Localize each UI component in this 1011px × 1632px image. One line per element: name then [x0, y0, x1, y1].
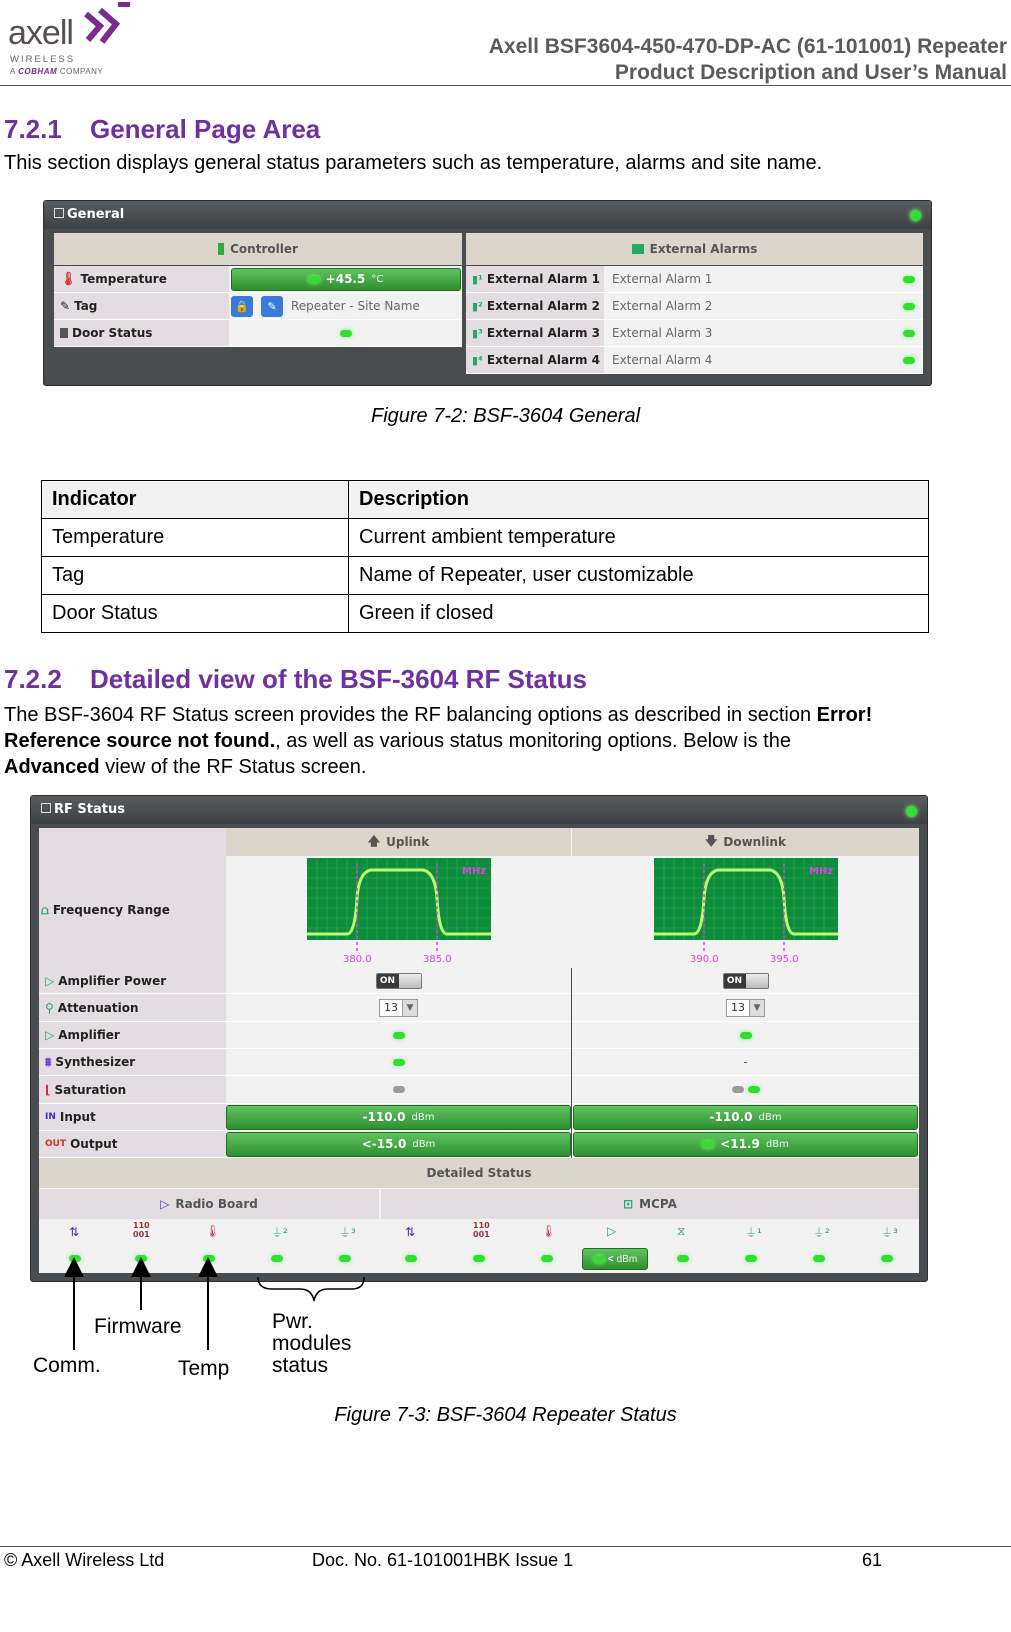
vswr-icon: ⧖	[677, 1224, 686, 1238]
external-alarm-2-value: External Alarm 2	[604, 293, 923, 320]
synthesizer-icon: ⩩	[45, 1054, 52, 1069]
frequency-range-label: ⩍ Frequency Range	[41, 902, 170, 917]
saturation-label: ⌊ Saturation	[39, 1076, 226, 1104]
logo-chevrons-icon	[82, 2, 138, 48]
alarm-3-led	[903, 330, 915, 337]
dl-amplifier-cell	[572, 1022, 919, 1049]
external-alarm-4-value: External Alarm 4	[604, 347, 923, 374]
ul-amplifier-cell	[226, 1022, 571, 1049]
dl-output-bar: <11.9 dBm	[573, 1132, 918, 1157]
mcpa-pwr-2-led	[813, 1255, 825, 1262]
ul-input-bar: -110.0 dBm	[226, 1105, 571, 1130]
dl-amp-power-toggle[interactable]: ON	[723, 973, 769, 989]
table-row	[42, 595, 929, 633]
table-header: Indicator	[42, 481, 349, 519]
input-icon: IN	[45, 1112, 56, 1122]
general-panel-header: General	[44, 201, 931, 229]
dl-output-led	[702, 1141, 714, 1148]
filter-icon: ⩍	[41, 902, 49, 917]
tag-value-cell	[229, 293, 462, 320]
general-panel	[43, 200, 932, 386]
ul-amp-power-toggle[interactable]: ON	[376, 973, 422, 989]
footer-doc-number: Doc. No. 61-101001HBK Issue 1	[312, 1550, 574, 1570]
door-led	[340, 330, 352, 337]
amplifier-icon: ▷	[45, 1028, 55, 1042]
panel-status-led	[906, 806, 917, 817]
ul-synthesizer-led	[393, 1059, 405, 1066]
table-cell: Current ambient temperature	[349, 519, 929, 557]
dl-input-cell	[572, 1104, 919, 1131]
tag-icon: ✎	[60, 299, 71, 313]
temperature-value-cell	[229, 266, 462, 293]
table-cell: Name of Repeater, user customizable	[349, 557, 929, 595]
door-icon	[60, 328, 68, 338]
temperature-bar: +45.5 °C	[231, 268, 461, 291]
controller-icon	[218, 243, 224, 255]
tag-value[interactable]: Repeater - Site Name	[291, 299, 420, 313]
edit-icon[interactable]: ✎	[261, 296, 283, 317]
annotation-arrows	[0, 1255, 420, 1355]
annotation-temp: Temp	[178, 1357, 230, 1380]
alarm-icon: ▮⁴	[472, 353, 483, 367]
ul-amplifier-led	[393, 1032, 405, 1039]
thermometer-icon: 🌡	[60, 271, 77, 287]
collapse-icon[interactable]	[54, 208, 64, 218]
header-title: Axell BSF3604-450-470-DP-AC (61-101001) Repeater Product Description and User’s Manual	[488, 35, 1007, 84]
amplifier-fault-icon: ▷	[607, 1224, 617, 1238]
saturation-icon: ⌊	[45, 1082, 51, 1097]
input-label: IN Input	[39, 1104, 226, 1131]
uplink-mhz-label: MHz	[462, 866, 487, 877]
alarm-1-led	[903, 276, 915, 283]
amplifier-power-label: ▷ Amplifier Power	[39, 968, 226, 994]
alarms-icon	[632, 244, 644, 254]
external-alarm-1-label: ▮¹ External Alarm 1	[466, 266, 604, 293]
alarm-2-led	[903, 303, 915, 310]
firmware-icon: 110 001	[473, 1221, 490, 1239]
lock-icon[interactable]: 🔒	[231, 296, 253, 317]
vswr-led	[677, 1255, 689, 1262]
external-alarm-3-value: External Alarm 3	[604, 320, 923, 347]
header-rule	[0, 85, 1011, 86]
table-cell: Door Status	[42, 595, 349, 633]
footer-page-number: 61	[862, 1550, 883, 1570]
downlink-freq-high: 395.0	[770, 954, 799, 965]
panel-status-led	[910, 210, 921, 221]
dl-output-cell	[572, 1131, 919, 1158]
footer-rule	[0, 1546, 1011, 1547]
table-cell: Temperature	[42, 519, 349, 557]
power-module-3-icon: ⏚³	[339, 1226, 356, 1240]
footer-copyright: © Axell Wireless Ltd	[4, 1550, 165, 1570]
logo-wireless: WIRELESS	[10, 54, 76, 65]
uplink-freq-low: 380.0	[343, 954, 372, 965]
chevron-down-icon: ▼	[749, 1000, 764, 1016]
door-status-value	[229, 320, 462, 347]
figure-caption-rf-status: Figure 7-3: BSF-3604 Repeater Status	[334, 1404, 677, 1426]
mcpa-icon: ⊡	[623, 1197, 634, 1211]
arrow-down-icon: 🡇	[705, 833, 718, 848]
alarm-icon: ▮²	[472, 299, 483, 313]
dl-amp-power-cell	[572, 968, 919, 994]
output-icon: OUT	[45, 1139, 67, 1149]
ul-synthesizer-cell	[226, 1049, 571, 1076]
table-row	[42, 557, 929, 595]
downlink-spectrum	[654, 858, 840, 968]
table-header: Description	[349, 481, 929, 519]
mcpa-output-bar: < dBm	[582, 1248, 648, 1270]
arrow-up-icon: 🡅	[367, 833, 381, 848]
dl-input-bar: -110.0 dBm	[573, 1105, 918, 1130]
rf-status-panel	[30, 795, 928, 1282]
dl-attenuation-select[interactable]: 13 ▼	[726, 999, 765, 1017]
rf-panel-header: RF Status	[31, 796, 927, 824]
ul-saturation-led	[393, 1086, 405, 1093]
temperature-label: 🌡 Temperature	[54, 266, 229, 293]
alarm-4-led	[903, 357, 915, 364]
figure-caption-general: Figure 7-2: BSF-3604 General	[370, 405, 641, 427]
uplink-header: 🡅 Uplink	[226, 828, 571, 856]
attenuation-label: ⚲ Attenuation	[39, 994, 226, 1022]
table-row	[42, 519, 929, 557]
section-heading-rf-status: 7.2.2 Detailed view of the BSF-3604 RF Status	[4, 664, 588, 694]
dl-synthesizer-value: -	[743, 1055, 748, 1069]
alarms-header: External Alarms	[466, 233, 923, 265]
dl-saturation-cell	[572, 1076, 919, 1104]
power-module-3-icon: ⏚³	[881, 1226, 898, 1240]
mcpa-firmware-led	[473, 1255, 485, 1262]
downlink-freq-low: 390.0	[690, 954, 719, 965]
tag-label: ✎ Tag	[54, 293, 229, 320]
alarm-icon: ▮¹	[472, 272, 483, 286]
indicator-table	[41, 480, 929, 633]
dl-synthesizer-cell	[572, 1049, 919, 1076]
external-alarm-4-label: ▮⁴ External Alarm 4	[466, 347, 604, 374]
amplifier-power-icon: ▷	[45, 973, 55, 988]
annotation-comm: Comm.	[33, 1354, 101, 1377]
firmware-icon: 110 001	[133, 1221, 150, 1239]
table-header-row	[42, 481, 929, 519]
mcpa-pwr-1-led	[745, 1255, 757, 1262]
radio-board-header: ▷ Radio Board	[39, 1189, 379, 1219]
ul-input-cell	[226, 1104, 571, 1131]
detailed-icons-row	[39, 1221, 919, 1247]
amplifier-label: ▷ Amplifier	[39, 1022, 226, 1049]
table-cell: Tag	[42, 557, 349, 595]
thermometer-icon: 🌡	[205, 1224, 221, 1238]
dl-attenuation-cell	[572, 994, 919, 1022]
table-cell: Green if closed	[349, 595, 929, 633]
controller-header: Controller	[54, 233, 462, 265]
section-body-rf-status: The BSF-3604 RF Status screen provides the RF balancing options as described in section Error! Reference source not found., as well as various status monitoring options. Below is the Advanced view of the RF Status screen.	[4, 704, 873, 778]
logo-company: A COBHAM COMPANY	[10, 67, 104, 76]
section-body-general: This section displays general status parameters such as temperature, alarms and site name.	[4, 152, 823, 174]
dl-amplifier-led	[740, 1032, 752, 1039]
uplink-spectrum	[307, 858, 493, 968]
mcpa-pwr-3-led	[881, 1255, 893, 1262]
external-alarm-1-value: External Alarm 1	[604, 266, 923, 293]
alarm-icon: ▮³	[472, 326, 483, 340]
detailed-status-header: Detailed Status	[39, 1158, 919, 1188]
section-heading-general: 7.2.1 General Page Area	[4, 114, 321, 144]
dl-saturation-grey-led	[732, 1086, 744, 1093]
ul-attenuation-select[interactable]: 13 ▼	[379, 999, 418, 1017]
power-module-1-icon: ⏚¹	[745, 1226, 762, 1240]
uplink-freq-high: 385.0	[423, 954, 452, 965]
ul-output-cell	[226, 1131, 571, 1158]
mcpa-output-led	[593, 1256, 605, 1263]
logo-wordmark: axell	[8, 14, 73, 52]
output-label: OUT Output	[39, 1131, 226, 1158]
external-alarm-2-label: ▮² External Alarm 2	[466, 293, 604, 320]
chevron-down-icon: ▼	[402, 1000, 417, 1016]
ul-output-bar: <-15.0 dBm	[226, 1132, 571, 1157]
power-module-2-icon: ⏚²	[813, 1226, 830, 1240]
ul-attenuation-cell	[226, 994, 571, 1022]
synthesizer-label: ⩩ Synthesizer	[39, 1049, 226, 1076]
ul-saturation-cell	[226, 1076, 571, 1104]
power-module-2-icon: ⏚²	[271, 1226, 288, 1240]
comm-icon: ⇅	[69, 1225, 80, 1239]
mcpa-temp-led	[541, 1255, 553, 1262]
external-alarm-3-label: ▮³ External Alarm 3	[466, 320, 604, 347]
radio-board-icon: ▷	[160, 1197, 170, 1211]
annotation-pwr-modules: Pwr. modules status	[272, 1310, 352, 1377]
dl-saturation-led	[748, 1086, 760, 1093]
ul-amp-power-cell	[226, 968, 571, 994]
door-status-label: Door Status	[54, 320, 229, 347]
mcpa-header: ⊡ MCPA	[381, 1189, 919, 1219]
thermometer-icon: 🌡	[541, 1224, 557, 1238]
downlink-header: 🡇 Downlink	[572, 828, 919, 856]
downlink-mhz-label: MHz	[809, 866, 834, 877]
collapse-icon[interactable]	[41, 803, 51, 813]
comm-icon: ⇅	[405, 1225, 416, 1239]
annotation-firmware: Firmware	[94, 1315, 182, 1338]
attenuation-icon: ⚲	[45, 1000, 54, 1015]
temperature-led	[308, 276, 320, 283]
